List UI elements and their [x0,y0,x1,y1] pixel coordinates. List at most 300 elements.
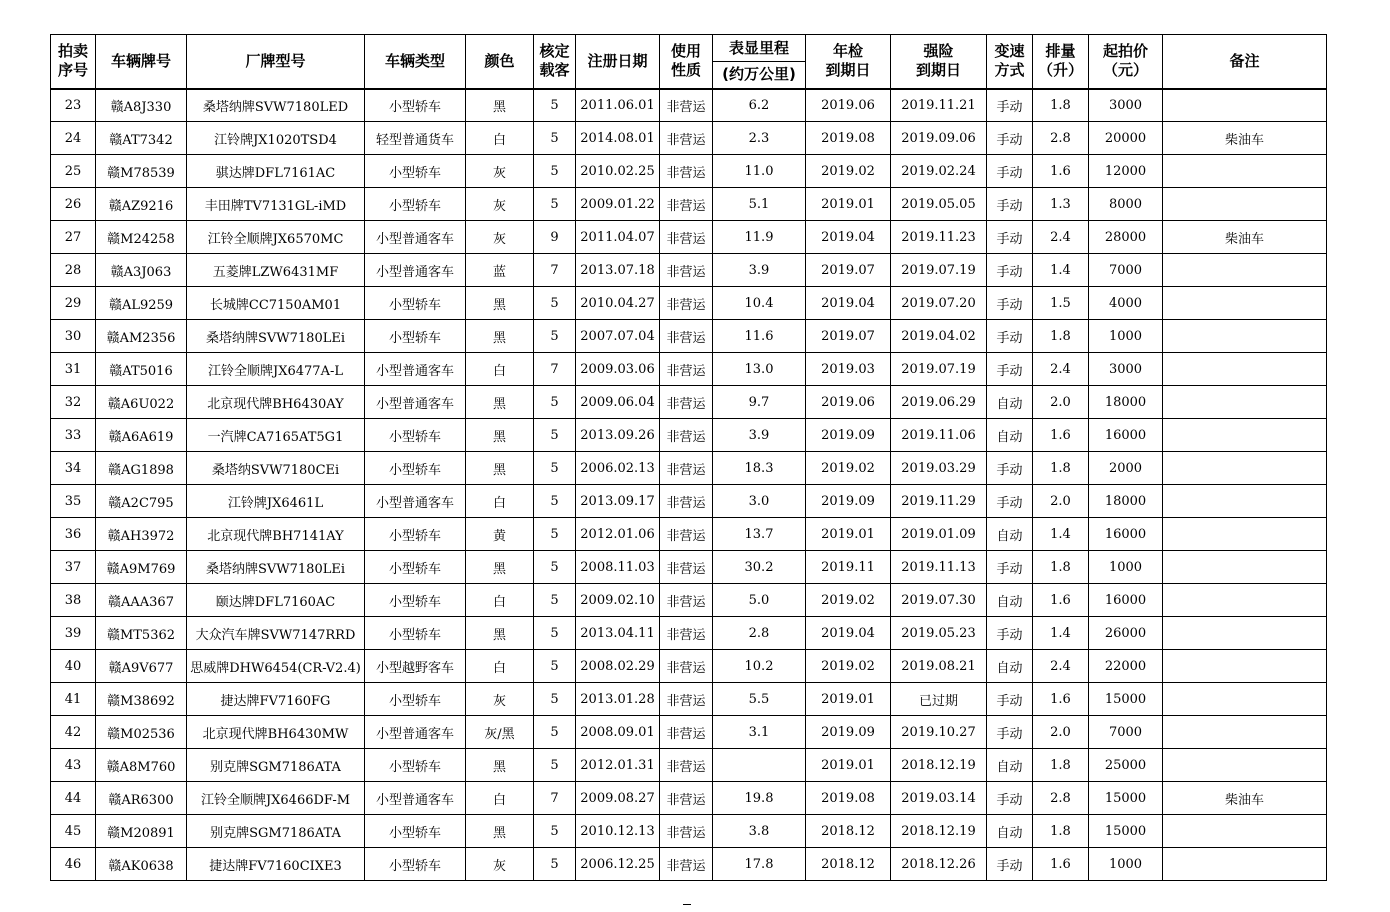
cell-usage: 非营运 [660,749,713,782]
cell-color: 黄 [466,518,534,551]
cell-transmission: 自动 [987,815,1033,848]
cell-auction-number: 42 [51,716,96,749]
cell-seats: 5 [534,650,576,683]
cell-mileage: 9.7 [713,386,806,419]
table-row [51,584,1327,617]
cell-seats: 5 [534,749,576,782]
cell-register-date: 2009.03.06 [576,353,660,386]
header-vehicle-type: 车辆类型 [365,35,466,89]
table-row [51,386,1327,419]
cell-insurance-due: 2019.11.06 [891,419,987,452]
cell-seats: 5 [534,452,576,485]
cell-brand-model: 江铃全顺牌JX6477A-L [187,353,365,386]
cell-color: 蓝 [466,254,534,287]
cell-color: 黑 [466,452,534,485]
cell-start-price: 26000 [1089,617,1163,650]
cell-seats: 9 [534,221,576,254]
cell-brand-model: 北京现代牌BH7141AY [187,518,365,551]
cell-color: 黑 [466,419,534,452]
cell-register-date: 2014.08.01 [576,122,660,155]
cell-color: 灰 [466,848,534,881]
cell-plate-number: 赣A3J063 [96,254,187,287]
cell-register-date: 2013.09.26 [576,419,660,452]
cell-seats: 5 [534,683,576,716]
cell-displacement: 2.8 [1033,122,1089,155]
cell-mileage: 5.1 [713,188,806,221]
cell-plate-number: 赣A6A619 [96,419,187,452]
cell-inspection-due: 2019.02 [806,155,891,188]
cell-plate-number: 赣AK0638 [96,848,187,881]
cell-register-date: 2012.01.06 [576,518,660,551]
cell-remarks [1163,89,1327,122]
header-plate-number: 车辆牌号 [96,35,187,89]
table-row [51,683,1327,716]
cell-auction-number: 25 [51,155,96,188]
cell-color: 黑 [466,617,534,650]
cell-inspection-due: 2019.09 [806,419,891,452]
cell-register-date: 2013.01.28 [576,683,660,716]
cell-inspection-due: 2019.02 [806,584,891,617]
cell-plate-number: 赣A8M760 [96,749,187,782]
cell-seats: 5 [534,386,576,419]
header-remarks: 备注 [1163,35,1327,89]
cell-remarks [1163,188,1327,221]
table-row [51,89,1327,122]
cell-start-price: 3000 [1089,89,1163,122]
cell-insurance-due: 2019.07.30 [891,584,987,617]
cell-usage: 非营运 [660,89,713,122]
cell-start-price: 15000 [1089,683,1163,716]
cell-auction-number: 44 [51,782,96,815]
cell-plate-number: 赣A2C795 [96,485,187,518]
cell-mileage: 2.8 [713,617,806,650]
cell-vehicle-type: 小型越野客车 [365,650,466,683]
cell-start-price: 15000 [1089,782,1163,815]
cell-auction-number: 43 [51,749,96,782]
cell-usage: 非营运 [660,617,713,650]
cell-insurance-due: 2019.11.13 [891,551,987,584]
cell-start-price: 18000 [1089,386,1163,419]
cell-register-date: 2013.04.11 [576,617,660,650]
cell-color: 灰 [466,683,534,716]
cell-usage: 非营运 [660,122,713,155]
cell-usage: 非营运 [660,683,713,716]
cell-insurance-due: 2019.03.29 [891,452,987,485]
cell-color: 白 [466,650,534,683]
cell-usage: 非营运 [660,551,713,584]
cell-plate-number: 赣AG1898 [96,452,187,485]
cell-auction-number: 28 [51,254,96,287]
table-row [51,650,1327,683]
cell-brand-model: 一汽牌CA7165AT5G1 [187,419,365,452]
cell-inspection-due: 2019.06 [806,386,891,419]
cell-displacement: 2.0 [1033,485,1089,518]
cell-start-price: 7000 [1089,716,1163,749]
cell-usage: 非营运 [660,188,713,221]
cell-register-date: 2008.11.03 [576,551,660,584]
cell-mileage: 13.0 [713,353,806,386]
cell-color: 黑 [466,749,534,782]
cell-remarks [1163,419,1327,452]
cell-brand-model: 桑塔纳牌SVW7180LED [187,89,365,122]
cell-color: 灰 [466,221,534,254]
cell-brand-model: 江铃全顺牌JX6570MC [187,221,365,254]
table-row [51,221,1327,254]
cell-remarks [1163,551,1327,584]
cell-inspection-due: 2019.09 [806,485,891,518]
cell-remarks [1163,617,1327,650]
cell-vehicle-type: 小型轿车 [365,188,466,221]
cell-plate-number: 赣AM2356 [96,320,187,353]
cell-seats: 5 [534,287,576,320]
cell-insurance-due: 2019.03.14 [891,782,987,815]
cell-seats: 5 [534,485,576,518]
cell-brand-model: 江铃全顺牌JX6466DF-M [187,782,365,815]
table-row [51,353,1327,386]
cell-color: 黑 [466,89,534,122]
cell-seats: 5 [534,320,576,353]
cell-register-date: 2012.01.31 [576,749,660,782]
cell-mileage: 17.8 [713,848,806,881]
table-row [51,155,1327,188]
page-footer-marker [683,904,691,905]
cell-brand-model: 思威牌DHW6454(CR-V2.4) [187,650,365,683]
cell-seats: 5 [534,89,576,122]
cell-inspection-due: 2019.08 [806,782,891,815]
cell-insurance-due: 2019.05.23 [891,617,987,650]
cell-inspection-due: 2019.07 [806,320,891,353]
header-auction-number: 拍卖 序号 [51,35,96,89]
cell-usage: 非营运 [660,584,713,617]
cell-vehicle-type: 小型普通客车 [365,254,466,287]
cell-start-price: 4000 [1089,287,1163,320]
cell-transmission: 手动 [987,155,1033,188]
cell-seats: 5 [534,848,576,881]
cell-color: 黑 [466,320,534,353]
cell-insurance-due: 2019.11.23 [891,221,987,254]
cell-seats: 5 [534,551,576,584]
cell-plate-number: 赣M24258 [96,221,187,254]
cell-transmission: 自动 [987,419,1033,452]
cell-mileage [713,749,806,782]
cell-mileage: 3.1 [713,716,806,749]
cell-vehicle-type: 小型轿车 [365,815,466,848]
cell-inspection-due: 2019.04 [806,617,891,650]
cell-plate-number: 赣A6U022 [96,386,187,419]
cell-seats: 5 [534,815,576,848]
cell-insurance-due: 2019.02.24 [891,155,987,188]
cell-vehicle-type: 小型轿车 [365,452,466,485]
cell-transmission: 自动 [987,518,1033,551]
cell-remarks [1163,452,1327,485]
cell-insurance-due: 2019.11.29 [891,485,987,518]
cell-transmission: 自动 [987,386,1033,419]
cell-plate-number: 赣AZ9216 [96,188,187,221]
cell-vehicle-type: 小型轿车 [365,848,466,881]
table-row [51,782,1327,815]
cell-transmission: 手动 [987,122,1033,155]
cell-seats: 7 [534,353,576,386]
cell-register-date: 2010.04.27 [576,287,660,320]
header-brand-model: 厂牌型号 [187,35,365,89]
cell-register-date: 2011.04.07 [576,221,660,254]
cell-usage: 非营运 [660,320,713,353]
table-row [51,320,1327,353]
cell-inspection-due: 2019.01 [806,749,891,782]
cell-auction-number: 37 [51,551,96,584]
cell-inspection-due: 2019.07 [806,254,891,287]
cell-inspection-due: 2019.01 [806,518,891,551]
cell-mileage: 18.3 [713,452,806,485]
header-register-date: 注册日期 [576,35,660,89]
cell-vehicle-type: 小型轿车 [365,518,466,551]
cell-plate-number: 赣M78539 [96,155,187,188]
cell-mileage: 5.0 [713,584,806,617]
cell-insurance-due: 2019.05.05 [891,188,987,221]
cell-insurance-due: 已过期 [891,683,987,716]
cell-register-date: 2010.12.13 [576,815,660,848]
cell-color: 黑 [466,815,534,848]
cell-usage: 非营运 [660,155,713,188]
cell-insurance-due: 2019.07.20 [891,287,987,320]
cell-brand-model: 北京现代牌BH6430MW [187,716,365,749]
cell-usage: 非营运 [660,485,713,518]
cell-brand-model: 颐达牌DFL7160AC [187,584,365,617]
cell-plate-number: 赣AT7342 [96,122,187,155]
cell-inspection-due: 2019.01 [806,188,891,221]
cell-inspection-due: 2019.06 [806,89,891,122]
cell-transmission: 自动 [987,749,1033,782]
cell-displacement: 1.6 [1033,155,1089,188]
cell-remarks [1163,485,1327,518]
table-row [51,188,1327,221]
cell-displacement: 2.4 [1033,353,1089,386]
cell-auction-number: 36 [51,518,96,551]
cell-remarks [1163,683,1327,716]
cell-insurance-due: 2019.07.19 [891,254,987,287]
cell-brand-model: 长城牌CC7150AM01 [187,287,365,320]
cell-auction-number: 34 [51,452,96,485]
cell-plate-number: 赣M38692 [96,683,187,716]
cell-displacement: 1.8 [1033,749,1089,782]
cell-insurance-due: 2019.11.21 [891,89,987,122]
cell-inspection-due: 2018.12 [806,815,891,848]
cell-auction-number: 39 [51,617,96,650]
cell-remarks [1163,749,1327,782]
cell-auction-number: 30 [51,320,96,353]
table-row [51,287,1327,320]
cell-seats: 5 [534,617,576,650]
cell-usage: 非营运 [660,782,713,815]
vehicle-auction-table [50,34,1327,881]
cell-seats: 5 [534,419,576,452]
cell-transmission: 手动 [987,254,1033,287]
cell-transmission: 手动 [987,320,1033,353]
cell-auction-number: 46 [51,848,96,881]
header-mileage-unit: (约万公里) [713,62,806,89]
cell-auction-number: 33 [51,419,96,452]
header-transmission: 变速 方式 [987,35,1033,89]
cell-brand-model: 大众汽车牌SVW7147RRD [187,617,365,650]
table-row [51,551,1327,584]
cell-insurance-due: 2019.06.29 [891,386,987,419]
cell-auction-number: 23 [51,89,96,122]
cell-usage: 非营运 [660,716,713,749]
cell-displacement: 2.0 [1033,386,1089,419]
cell-start-price: 25000 [1089,749,1163,782]
cell-inspection-due: 2018.12 [806,848,891,881]
cell-color: 灰 [466,155,534,188]
cell-vehicle-type: 小型普通客车 [365,782,466,815]
cell-displacement: 1.8 [1033,551,1089,584]
table-row [51,815,1327,848]
cell-remarks [1163,386,1327,419]
header-usage: 使用 性质 [660,35,713,89]
header-color: 颜色 [466,35,534,89]
table-header [51,35,1327,89]
cell-mileage: 30.2 [713,551,806,584]
cell-insurance-due: 2019.04.02 [891,320,987,353]
cell-inspection-due: 2019.02 [806,452,891,485]
cell-register-date: 2008.09.01 [576,716,660,749]
cell-inspection-due: 2019.01 [806,683,891,716]
cell-remarks: 柴油车 [1163,122,1327,155]
cell-start-price: 16000 [1089,584,1163,617]
table-row [51,749,1327,782]
cell-vehicle-type: 小型轿车 [365,617,466,650]
cell-brand-model: 捷达牌FV7160FG [187,683,365,716]
cell-remarks [1163,518,1327,551]
cell-auction-number: 41 [51,683,96,716]
cell-usage: 非营运 [660,815,713,848]
cell-plate-number: 赣MT5362 [96,617,187,650]
cell-usage: 非营运 [660,452,713,485]
cell-insurance-due: 2019.09.06 [891,122,987,155]
cell-start-price: 16000 [1089,518,1163,551]
cell-mileage: 6.2 [713,89,806,122]
cell-vehicle-type: 小型轿车 [365,287,466,320]
cell-seats: 5 [534,122,576,155]
cell-color: 白 [466,782,534,815]
cell-displacement: 1.8 [1033,452,1089,485]
table-row [51,716,1327,749]
cell-start-price: 8000 [1089,188,1163,221]
cell-register-date: 2009.06.04 [576,386,660,419]
cell-color: 灰/黑 [466,716,534,749]
table-body [51,89,1327,881]
cell-transmission: 手动 [987,452,1033,485]
cell-remarks [1163,254,1327,287]
cell-insurance-due: 2018.12.26 [891,848,987,881]
cell-usage: 非营运 [660,848,713,881]
table-row [51,452,1327,485]
cell-inspection-due: 2019.04 [806,221,891,254]
cell-mileage: 5.5 [713,683,806,716]
cell-color: 白 [466,485,534,518]
cell-insurance-due: 2018.12.19 [891,749,987,782]
cell-remarks: 柴油车 [1163,221,1327,254]
cell-vehicle-type: 小型轿车 [365,551,466,584]
cell-vehicle-type: 小型轿车 [365,89,466,122]
cell-brand-model: 北京现代牌BH6430AY [187,386,365,419]
cell-seats: 5 [534,518,576,551]
cell-displacement: 1.3 [1033,188,1089,221]
cell-start-price: 20000 [1089,122,1163,155]
cell-brand-model: 丰田牌TV7131GL-iMD [187,188,365,221]
cell-start-price: 28000 [1089,221,1163,254]
table-row [51,419,1327,452]
cell-insurance-due: 2019.10.27 [891,716,987,749]
cell-start-price: 16000 [1089,419,1163,452]
cell-inspection-due: 2019.04 [806,287,891,320]
cell-seats: 7 [534,782,576,815]
cell-transmission: 手动 [987,353,1033,386]
cell-displacement: 1.6 [1033,584,1089,617]
cell-auction-number: 38 [51,584,96,617]
cell-brand-model: 桑塔纳牌SVW7180LEi [187,320,365,353]
cell-transmission: 自动 [987,584,1033,617]
cell-displacement: 1.6 [1033,848,1089,881]
cell-start-price: 2000 [1089,452,1163,485]
cell-displacement: 1.8 [1033,815,1089,848]
cell-vehicle-type: 小型轿车 [365,749,466,782]
cell-color: 黑 [466,386,534,419]
cell-plate-number: 赣A8J330 [96,89,187,122]
cell-displacement: 1.5 [1033,287,1089,320]
cell-vehicle-type: 小型轿车 [365,419,466,452]
cell-color: 灰 [466,188,534,221]
cell-brand-model: 江铃牌JX1020TSD4 [187,122,365,155]
cell-vehicle-type: 小型轿车 [365,683,466,716]
cell-vehicle-type: 小型普通客车 [365,221,466,254]
cell-mileage: 11.0 [713,155,806,188]
cell-transmission: 手动 [987,848,1033,881]
cell-start-price: 22000 [1089,650,1163,683]
cell-brand-model: 江铃牌JX6461L [187,485,365,518]
cell-remarks [1163,584,1327,617]
cell-remarks [1163,716,1327,749]
cell-register-date: 2013.09.17 [576,485,660,518]
header-inspection-due: 年检 到期日 [806,35,891,89]
cell-insurance-due: 2019.07.19 [891,353,987,386]
cell-auction-number: 31 [51,353,96,386]
cell-remarks [1163,815,1327,848]
cell-remarks [1163,650,1327,683]
cell-vehicle-type: 小型普通客车 [365,353,466,386]
cell-register-date: 2006.02.13 [576,452,660,485]
cell-inspection-due: 2019.02 [806,650,891,683]
cell-register-date: 2011.06.01 [576,89,660,122]
cell-transmission: 手动 [987,287,1033,320]
cell-seats: 5 [534,188,576,221]
cell-vehicle-type: 小型轿车 [365,584,466,617]
cell-insurance-due: 2018.12.19 [891,815,987,848]
cell-brand-model: 捷达牌FV7160CIXE3 [187,848,365,881]
cell-auction-number: 27 [51,221,96,254]
cell-brand-model: 桑塔纳牌SVW7180LEi [187,551,365,584]
cell-remarks [1163,848,1327,881]
cell-inspection-due: 2019.11 [806,551,891,584]
cell-transmission: 手动 [987,782,1033,815]
cell-start-price: 1000 [1089,848,1163,881]
header-seats: 核定 载客 [534,35,576,89]
cell-vehicle-type: 小型轿车 [365,320,466,353]
cell-displacement: 1.6 [1033,419,1089,452]
cell-plate-number: 赣AT5016 [96,353,187,386]
cell-usage: 非营运 [660,353,713,386]
cell-vehicle-type: 轻型普通货车 [365,122,466,155]
cell-displacement: 1.4 [1033,518,1089,551]
